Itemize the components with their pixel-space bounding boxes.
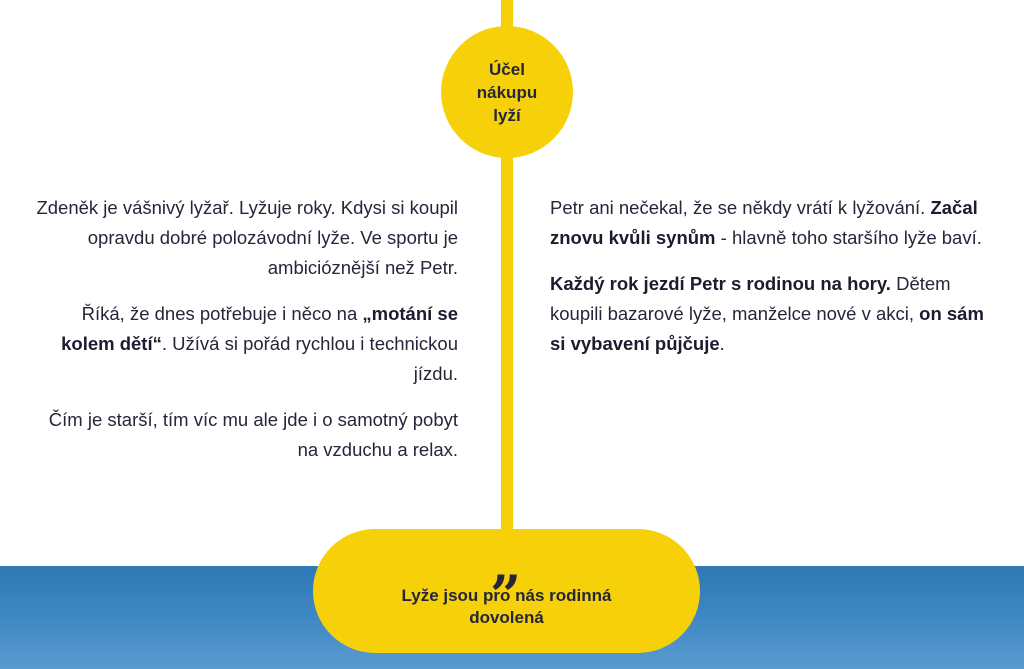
right-p1-tail: - hlavně toho staršího lyže baví. — [715, 227, 982, 248]
left-p2-text: Říká, že dnes potřebuje i něco na — [81, 303, 363, 324]
topic-circle — [441, 26, 573, 158]
left-paragraph-2 — [30, 299, 458, 389]
quote-pill — [313, 529, 700, 653]
right-p2-text: Dětem koupili bazarové lyže, manželce nové v akci, — [550, 273, 951, 324]
quote-icon: „ — [490, 532, 523, 596]
left-column — [30, 193, 458, 481]
timeline-line — [501, 150, 513, 535]
right-p1-text: Petr ani nečekal, že se někdy vrátí k lyžování. — [550, 197, 931, 218]
right-column — [550, 193, 990, 375]
right-p1-bold: Začal znovu kvůli synům — [550, 197, 978, 248]
right-paragraph-2 — [550, 269, 990, 359]
left-p2-bold: „motání se kolem dětí“ — [61, 303, 458, 354]
topic-label: Účel nákupu lyží — [476, 59, 538, 125]
left-p2-tail: . Užívá si pořád rychlou i technickou jízdu. — [161, 333, 458, 384]
right-p2-tail: . — [719, 333, 725, 354]
left-paragraph-3: Čím je starší, tím víc mu ale jde i o samotný pobyt na vzduchu a relax. — [48, 409, 458, 460]
right-paragraph-1 — [550, 193, 990, 253]
right-p2-bold-2: on sám si vybavení půjčuje — [550, 303, 984, 354]
left-paragraph-1: Zdeněk je vášnivý lyžař. Lyžuje roky. Kdysi si koupil opravdu dobré polozávodní lyže. Ve sportu je ambicióznější než Petr. — [36, 197, 458, 278]
right-p2-bold-1: Každý rok jezdí Petr s rodinou na hory. — [550, 273, 891, 294]
quote-text: Lyže jsou pro nás rodinná dovolená — [401, 586, 612, 627]
